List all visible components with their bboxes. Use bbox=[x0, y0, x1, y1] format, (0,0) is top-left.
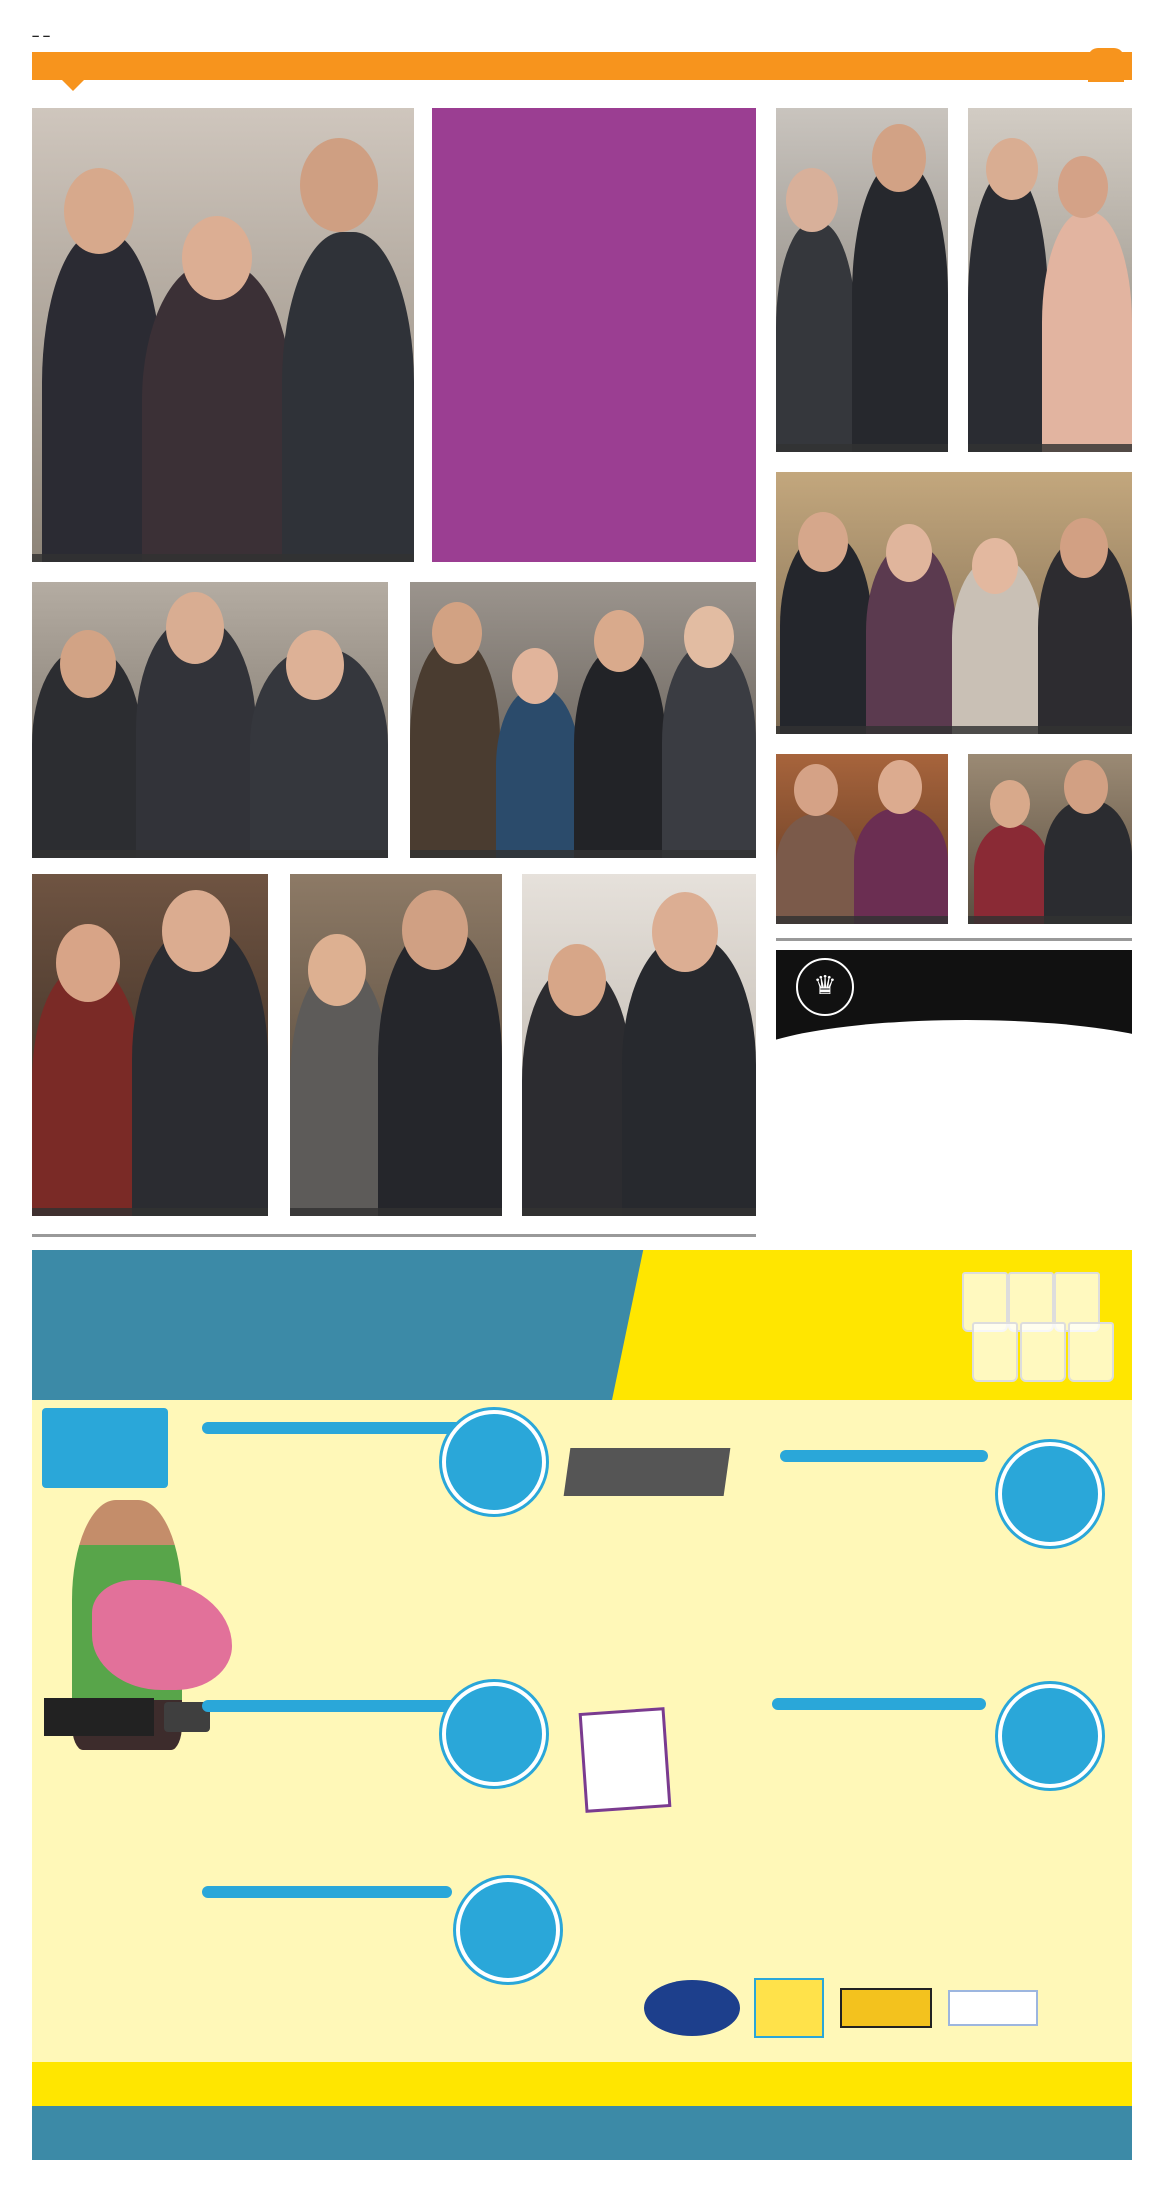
section-tag bbox=[1088, 48, 1124, 82]
person-figure bbox=[776, 814, 860, 924]
ad-footer-1 bbox=[32, 2062, 1132, 2084]
person-figure bbox=[974, 824, 1050, 924]
unit-logo-punto bbox=[948, 1990, 1038, 2026]
notice-body bbox=[776, 1056, 1132, 1074]
glass-icon bbox=[972, 1322, 1018, 1382]
person-head bbox=[300, 138, 378, 232]
person-head bbox=[886, 524, 932, 582]
person-head bbox=[1058, 156, 1108, 218]
photo-posada-roca bbox=[776, 108, 948, 452]
photo-caption bbox=[776, 726, 1132, 734]
photo-caption bbox=[32, 1208, 268, 1216]
photo-vasquez-villegas bbox=[968, 108, 1132, 452]
person-head bbox=[872, 124, 926, 192]
person-head bbox=[878, 760, 922, 814]
person-figure bbox=[968, 172, 1048, 452]
unit-logo-bob bbox=[754, 1978, 824, 2038]
zen-price-badge bbox=[998, 1684, 1102, 1788]
person-figure bbox=[142, 262, 292, 562]
person-figure bbox=[1042, 212, 1132, 452]
photo-uribe-montoya-cardenas bbox=[32, 108, 414, 562]
gift-panel bbox=[612, 1250, 1132, 1400]
place-date bbox=[1018, 1084, 1118, 1098]
person-head bbox=[308, 934, 366, 1006]
person-head bbox=[166, 592, 224, 664]
lion-crest-icon: ♛ bbox=[796, 958, 854, 1016]
photo-garcia-aragon-garcia-dussan bbox=[410, 582, 756, 858]
person-head bbox=[990, 780, 1030, 828]
photo-acosta-suarez bbox=[776, 754, 948, 924]
person-head bbox=[512, 648, 558, 704]
person-head bbox=[1060, 518, 1108, 578]
person-head bbox=[56, 924, 120, 1002]
zen-logo-1 bbox=[582, 1710, 662, 1716]
person-figure bbox=[852, 162, 948, 452]
section-arrow bbox=[62, 80, 84, 91]
unit-logo-maquinas bbox=[840, 1988, 932, 2028]
person-head bbox=[794, 764, 838, 816]
pashminas-price-badge bbox=[442, 1410, 546, 1514]
person-head bbox=[786, 168, 838, 232]
unit-logo-carros bbox=[644, 1980, 740, 2036]
marvel-price-badge bbox=[456, 1878, 560, 1982]
glass-icon bbox=[1068, 1322, 1114, 1382]
photo-robayo-langebaek bbox=[968, 754, 1132, 924]
person-head bbox=[402, 890, 468, 970]
notice-signature bbox=[776, 1074, 1132, 1098]
person-head bbox=[182, 216, 252, 300]
pashminas-logo bbox=[42, 1408, 168, 1488]
person-head bbox=[652, 892, 718, 972]
pashminas-pill bbox=[202, 1422, 474, 1434]
photo-caption bbox=[522, 1208, 756, 1216]
person-figure bbox=[410, 638, 500, 858]
feature-box bbox=[432, 108, 756, 562]
photo-afanador-mejia bbox=[32, 874, 268, 1216]
zen-logo-2 bbox=[582, 1710, 662, 1716]
photo-caption bbox=[290, 1208, 502, 1216]
gafas-logo bbox=[44, 1698, 154, 1736]
person-figure bbox=[622, 936, 756, 1216]
ad-footer-bar bbox=[32, 2106, 1132, 2160]
person-figure bbox=[282, 232, 414, 562]
autos-logo bbox=[564, 1448, 731, 1496]
person-head bbox=[162, 890, 230, 972]
photo-moreno-jimenez bbox=[290, 874, 502, 1216]
zen-logo-3 bbox=[582, 1710, 662, 1716]
person-figure bbox=[1044, 800, 1132, 924]
glass-icon bbox=[1020, 1322, 1066, 1382]
person-head bbox=[684, 606, 734, 668]
ad-header bbox=[32, 1250, 1132, 1400]
divider bbox=[776, 938, 1132, 941]
person-figure bbox=[496, 688, 580, 858]
banner-swoosh bbox=[776, 1020, 1132, 1056]
scarf-shape bbox=[92, 1580, 232, 1690]
zen-pill bbox=[772, 1698, 986, 1710]
person-head bbox=[548, 944, 606, 1016]
notice-banner bbox=[776, 950, 1132, 1056]
person-figure bbox=[574, 648, 666, 858]
photo-franco-godoy-franco bbox=[32, 582, 388, 858]
zen-logo bbox=[579, 1707, 672, 1813]
ad-footer-2 bbox=[32, 2084, 1132, 2106]
person-figure bbox=[776, 222, 856, 452]
photo-caption bbox=[968, 916, 1132, 924]
person-head bbox=[432, 602, 482, 664]
autos-price-badge bbox=[998, 1442, 1102, 1546]
club-notice bbox=[776, 950, 1132, 1232]
marvel-pill bbox=[202, 1886, 452, 1898]
person-head bbox=[594, 610, 644, 672]
photo-caption bbox=[776, 916, 948, 924]
photo-caption bbox=[32, 850, 388, 858]
photo-caption bbox=[32, 554, 414, 562]
person-head bbox=[64, 168, 134, 254]
person-head bbox=[1064, 760, 1108, 814]
gafas-price-badge bbox=[442, 1682, 546, 1786]
divider bbox=[32, 1234, 756, 1237]
section-band bbox=[32, 52, 1132, 80]
person-head bbox=[798, 512, 848, 572]
autos-pill bbox=[780, 1450, 988, 1462]
person-figure bbox=[662, 644, 756, 858]
masthead: – – bbox=[32, 28, 51, 43]
gafas-pill bbox=[202, 1700, 470, 1712]
photo-caption bbox=[776, 444, 948, 452]
person-head bbox=[286, 630, 344, 700]
colecciones-ad bbox=[32, 1250, 1132, 2160]
photo-torres-ruiz-fernandez-garzon bbox=[776, 472, 1132, 734]
photo-caption bbox=[968, 444, 1132, 452]
person-head bbox=[60, 630, 116, 698]
person-head bbox=[986, 138, 1038, 200]
person-head bbox=[972, 538, 1018, 594]
person-figure bbox=[854, 808, 948, 924]
person-figure bbox=[32, 966, 142, 1216]
photo-rey-bernal bbox=[522, 874, 756, 1216]
photo-caption bbox=[410, 850, 756, 858]
marvel-logo bbox=[72, 1888, 176, 1946]
